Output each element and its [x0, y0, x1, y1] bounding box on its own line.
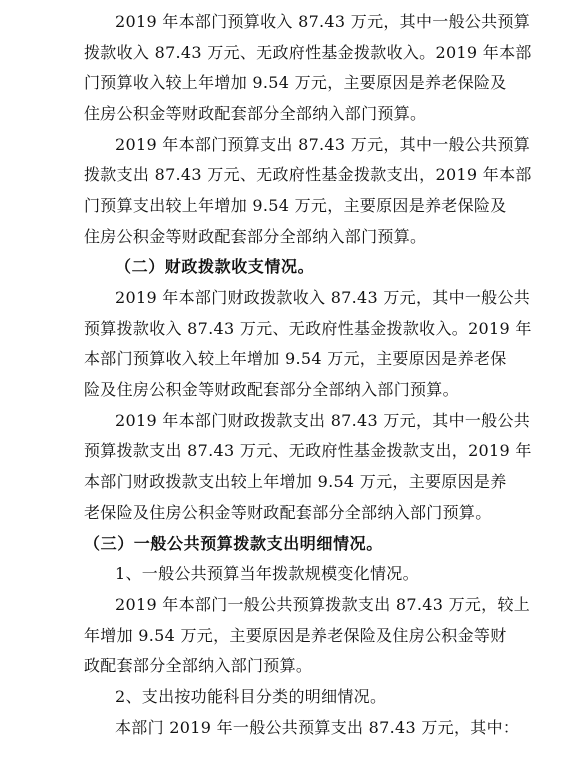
paragraph-fiscal-income-line-4: 险及住房公积金等财政配套部分全部纳入部门预算。: [84, 380, 459, 399]
paragraph-budget-expense-line-4: 住房公积金等财政配套部分全部纳入部门预算。: [84, 227, 427, 246]
paragraph-budget-income-line-1: 2019 年本部门预算收入 87.43 万元，其中一般公共预算: [115, 12, 531, 31]
paragraph-budget-expense-line-3: 门预算支出较上年增加 9.54 万元，主要原因是养老保险及: [84, 196, 507, 215]
paragraph-fiscal-income-line-3: 本部门预算收入较上年增加 9.54 万元，主要原因是养老保: [84, 349, 507, 368]
paragraph-fiscal-expense-line-1: 2019 年本部门财政拨款支出 87.43 万元，其中一般公共: [115, 411, 531, 430]
section-heading-general-public-budget: （三）一般公共预算拨款支出明细情况。: [84, 534, 383, 553]
subheading-appropriation-scale: 1、一般公共预算当年拨款规模变化情况。: [115, 564, 419, 583]
paragraph-fiscal-expense-line-3: 本部门财政拨款支出较上年增加 9.54 万元，主要原因是养: [84, 472, 507, 491]
paragraph-budget-income-line-3: 门预算收入较上年增加 9.54 万元，主要原因是养老保险及: [84, 73, 507, 92]
paragraph-fiscal-expense-line-2: 预算拨款支出 87.43 万元、无政府性基金拨款支出，2019 年: [84, 441, 532, 460]
paragraph-budget-expense-line-2: 拨款支出 87.43 万元、无政府性基金拨款支出，2019 年本部: [84, 165, 532, 184]
paragraph-functional-expense-line-1: 本部门 2019 年一般公共预算支出 87.43 万元，其中：: [115, 718, 520, 737]
paragraph-fiscal-expense-line-4: 老保险及住房公积金等财政配套部分全部纳入部门预算。: [84, 503, 492, 522]
paragraph-general-budget-line-2: 年增加 9.54 万元，主要原因是养老保险及住房公积金等财: [84, 626, 507, 645]
paragraph-general-budget-line-3: 政配套部分全部纳入部门预算。: [84, 656, 313, 675]
subheading-functional-classification: 2、支出按功能科目分类的明细情况。: [115, 687, 387, 706]
paragraph-budget-expense-line-1: 2019 年本部门预算支出 87.43 万元，其中一般公共预算: [115, 135, 531, 154]
section-heading-fiscal-appropriation: （二）财政拨款收支情况。: [115, 257, 315, 276]
paragraph-fiscal-income-line-1: 2019 年本部门财政拨款收入 87.43 万元，其中一般公共: [115, 288, 531, 307]
paragraph-fiscal-income-line-2: 预算拨款收入 87.43 万元、无政府性基金拨款收入。2019 年: [84, 319, 532, 338]
paragraph-budget-income-line-2: 拨款收入 87.43 万元、无政府性基金拨款收入。2019 年本部: [84, 43, 532, 62]
paragraph-general-budget-line-1: 2019 年本部门一般公共预算拨款支出 87.43 万元，较上: [115, 595, 531, 614]
paragraph-budget-income-line-4: 住房公积金等财政配套部分全部纳入部门预算。: [84, 104, 427, 123]
